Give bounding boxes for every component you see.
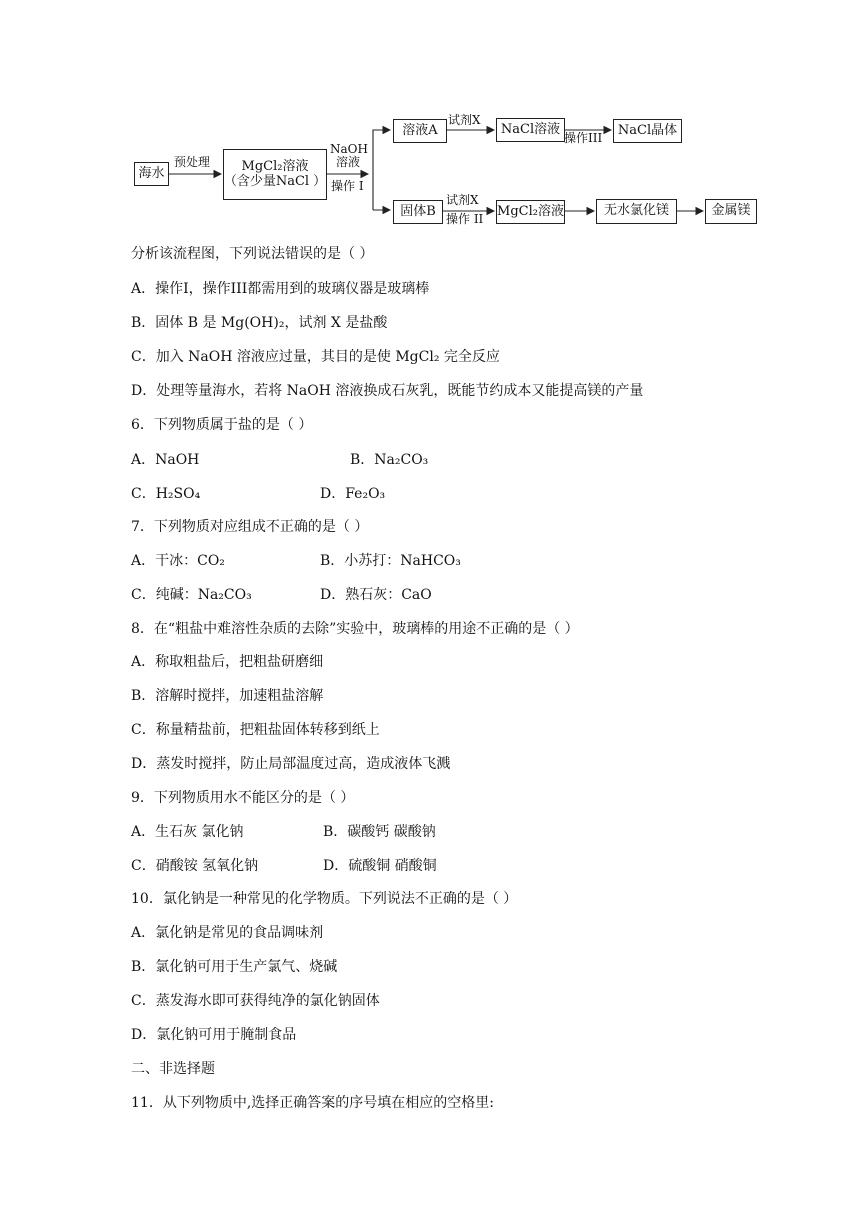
q8-option-c: C．称量精盐前，把粗盐固体转移到纸上	[131, 722, 380, 738]
label-solution-a: 溶液A	[402, 122, 438, 138]
q9-option-d: D．硫酸铜 硝酸铜	[323, 858, 437, 874]
label-reagent-x-bottom: 试剂X	[446, 193, 479, 207]
q10-stem: 10．氯化钠是一种常见的化学物质。下列说法不正确的是（ ）	[131, 891, 518, 907]
q10-option-c: C．蒸发海水即可获得纯净的氯化钠固体	[131, 993, 380, 1009]
q6-option-c: C．H₂SO₄	[131, 486, 201, 502]
box-metal-mg	[705, 199, 757, 224]
label-op3: 操作III	[564, 131, 603, 145]
q10-option-a: A．氯化钠是常见的食品调味剂	[131, 925, 324, 941]
box-solid-b	[393, 200, 443, 224]
q6-option-b: B．Na₂CO₃	[350, 452, 429, 468]
label-mgcl2-solution: MgCl₂溶液	[241, 158, 309, 174]
q9-option-b: B．碳酸钙 碳酸钠	[323, 824, 436, 840]
box-mgcl2-solution-2	[496, 200, 565, 224]
box-nacl-solution	[496, 118, 565, 142]
q5-option-c: C．加入 NaOH 溶液应过量，其目的是使 MgCl₂ 完全反应	[131, 349, 500, 365]
label-nacl-crystal: NaCl晶体	[617, 122, 678, 138]
process-flowchart	[130, 110, 760, 235]
q7-option-b: B．小苏打：NaHCO₃	[320, 553, 461, 569]
q5-option-a: A．操作I，操作III都需用到的玻璃仪器是玻璃棒	[131, 281, 430, 297]
q8-option-d: D．蒸发时搅拌，防止局部温度过高，造成液体飞溅	[131, 756, 451, 772]
q5-stem: 分析该流程图，下列说法错误的是（ ）	[131, 246, 374, 262]
q10-option-d: D．氯化钠可用于腌制食品	[131, 1027, 297, 1043]
label-anhydrous-mgcl2: 无水氯化镁	[603, 203, 669, 219]
label-naoh	[330, 143, 366, 169]
q8-option-b: B．溶解时搅拌，加速粗盐溶解	[131, 688, 324, 704]
q9-option-a: A．生石灰 氯化钠	[131, 824, 244, 840]
label-op2: 操作 II	[446, 212, 484, 226]
q6-stem: 6．下列物质属于盐的是（ ）	[131, 417, 313, 433]
label-solid-b: 固体B	[400, 203, 436, 219]
label-naoh-line1: NaOH	[330, 142, 368, 156]
box-anhydrous-mgcl2	[596, 199, 677, 224]
q10-option-b: B．氯化钠可用于生产氯气、烧碱	[131, 959, 338, 975]
q5-option-b: B．固体 B 是 Mg(OH)₂，试剂 X 是盐酸	[131, 315, 388, 331]
label-naoh-line2: 溶液	[335, 155, 360, 170]
box-mgcl2-solution	[223, 149, 327, 200]
q5-option-d: D．处理等量海水，若将 NaOH 溶液换成石灰乳，既能节约成本又能提高镁的产量	[131, 383, 644, 399]
q8-stem: 8．在“粗盐中难溶性杂质的去除”实验中，玻璃棒的用途不正确的是（ ）	[131, 621, 579, 637]
q9-stem: 9．下列物质用水不能区分的是（ ）	[131, 790, 355, 806]
q9-option-c: C．硝酸铵 氢氧化钠	[131, 858, 259, 874]
label-reagent-x-top: 试剂X	[448, 113, 481, 127]
box-nacl-crystal	[613, 119, 682, 143]
label-contains-nacl: （含少量NaCl ）	[223, 173, 327, 189]
box-seawater	[134, 162, 169, 186]
label-op1: 操作 I	[331, 179, 364, 193]
section-heading: 二、非选择题	[131, 1061, 215, 1077]
q8-option-a: A．称取粗盐后，把粗盐研磨细	[131, 654, 324, 670]
label-pretreat: 预处理	[174, 155, 211, 169]
q7-option-a: A．干冰：CO₂	[131, 553, 225, 569]
q6-option-a: A．NaOH	[131, 452, 200, 468]
label-metal-mg: 金属镁	[711, 203, 751, 219]
q7-option-d: D．熟石灰：CaO	[320, 587, 432, 603]
label-mgcl2-solution-2: MgCl₂溶液	[497, 203, 564, 219]
box-solution-a	[393, 119, 447, 143]
q7-option-c: C．纯碱：Na₂CO₃	[131, 587, 252, 603]
q7-stem: 7．下列物质对应组成不正确的是（ ）	[131, 519, 369, 535]
q11-stem: 11．从下列物质中,选择正确答案的序号填在相应的空格里:	[131, 1095, 494, 1111]
label-seawater: 海水	[138, 165, 165, 181]
label-nacl-solution: NaCl溶液	[500, 121, 561, 137]
q6-option-d: D．Fe₂O₃	[320, 486, 386, 502]
